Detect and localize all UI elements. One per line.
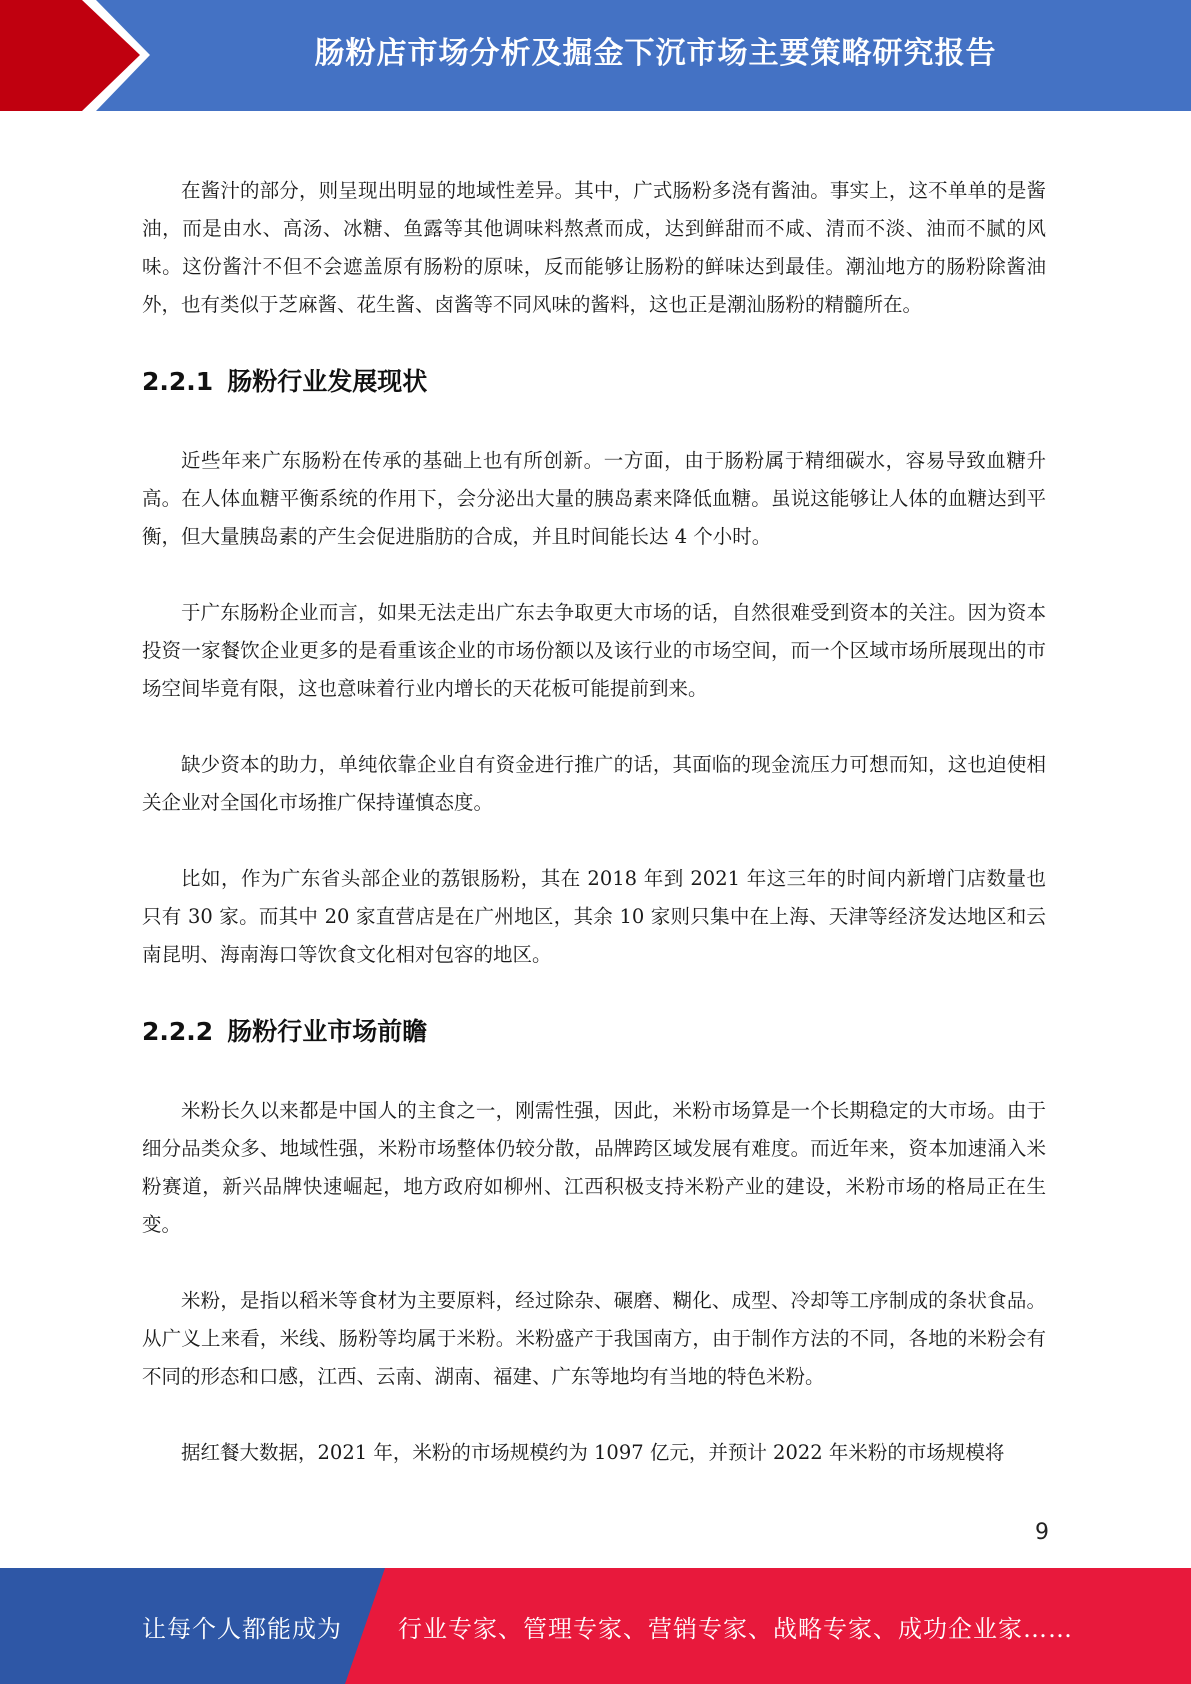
paragraph-cashflow: 缺少资本的助力，单纯依靠企业自有资金进行推广的话，其面临的现金流压力可想而知，这也迫使相关企业对全国化市场推广保持谨慎态度。 xyxy=(142,753,1046,814)
page-number: 9 xyxy=(1035,1520,1049,1545)
section-title: 肠粉行业市场前瞻 xyxy=(227,1017,428,1046)
footer-band xyxy=(0,1568,1191,1684)
paragraph-example: 比如，作为广东省头部企业的荔银肠粉，其在 2018 年到 2021 年这三年的时间内新增门店数量也只有 30 家。而其中 20 家直营店是在广州地区，其余 10 家则只集中在上海、天津等经济发达地区和云南昆明、海南海口等饮食文化相对包容的地区。 xyxy=(142,867,1046,966)
header-chevron-arrow xyxy=(0,0,140,111)
paragraph-rice-noodle-definition: 米粉，是指以稻米等食材为主要原料，经过除杂、碾磨、糊化、成型、冷却等工序制成的条状食品。从广义上来看，米线、肠粉等均属于米粉。米粉盛产于我国南方，由于制作方法的不同，各地的米粉会有不同的形态和口感，江西、云南、湖南、福建、广东等地均有当地的特色米粉。 xyxy=(142,1289,1046,1388)
footer-slogan-left: 让每个人都能成为 xyxy=(142,1614,342,1643)
section-number: 2.2.2 xyxy=(142,1017,214,1046)
document-title: 肠粉店市场分析及掘金下沉市场主要策略研究报告 xyxy=(314,36,997,71)
paragraph-innovation: 近些年来广东肠粉在传承的基础上也有所创新。一方面，由于肠粉属于精细碳水，容易导致血糖升高。在人体血糖平衡系统的作用下，会分泌出大量的胰岛素来降低血糖。虽说这能够让人体的血糖达到平衡，但大量胰岛素的产生会促进脂肪的合成，并且时间能长达 4 个小时。 xyxy=(142,449,1046,548)
paragraph-market-size: 据红餐大数据，2021 年，米粉的市场规模约为 1097 亿元，并预计 2022 年米粉的市场规模将 xyxy=(181,1441,1005,1464)
paragraph-rice-noodle-market: 米粉长久以来都是中国人的主食之一，刚需性强，因此，米粉市场算是一个长期稳定的大市场。由于细分品类众多、地域性强，米粉市场整体仍较分散，品牌跨区域发展有难度。而近年来，资本加速涌入米粉赛道，新兴品牌快速崛起，地方政府如柳州、江西积极支持米粉产业的建设，米粉市场的格局正在生变。 xyxy=(142,1099,1046,1236)
document-body xyxy=(142,172,1046,1510)
section-heading-2-2-1 xyxy=(142,362,1046,402)
paragraph-sauce: 在酱汁的部分，则呈现出明显的地域性差异。其中，广式肠粉多浇有酱油。事实上，这不单单的是酱油，而是由水、高汤、冰糖、鱼露等其他调味料熬煮而成，达到鲜甜而不咸、清而不淡、油而不腻的风味。这份酱汁不但不会遮盖原有肠粉的原味，反而能够让肠粉的鲜味达到最佳。潮汕地方的肠粉除酱油外，也有类似于芝麻酱、花生酱、卤酱等不同风味的酱料，这也正是潮汕肠粉的精髓所在。 xyxy=(142,179,1046,316)
section-heading-2-2-2 xyxy=(142,1012,1046,1052)
header-band xyxy=(0,0,1191,111)
section-title: 肠粉行业发展现状 xyxy=(227,367,428,396)
footer-slogan-right: 行业专家、管理专家、营销专家、战略专家、成功企业家…… xyxy=(398,1614,1073,1643)
section-number: 2.2.1 xyxy=(142,367,214,396)
paragraph-capital: 于广东肠粉企业而言，如果无法走出广东去争取更大市场的话，自然很难受到资本的关注。因为资本投资一家餐饮企业更多的是看重该企业的市场份额以及该行业的市场空间，而一个区域市场所展现出的市场空间毕竟有限，这也意味着行业内增长的天花板可能提前到来。 xyxy=(142,601,1046,700)
